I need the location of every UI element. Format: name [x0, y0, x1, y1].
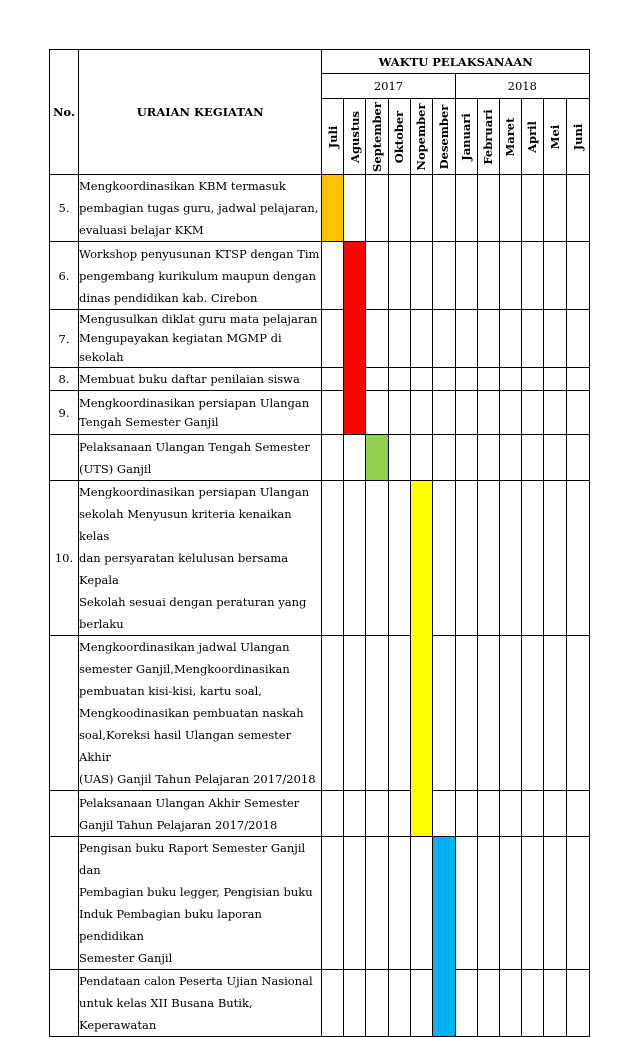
month-juli: Juli — [322, 99, 344, 175]
month-oktober: Oktober — [388, 99, 410, 175]
activity-description: Mengkoordinasikan KBM termasuk pembagian tugas guru, jadwal pelajaran, evaluasi belajar KKM — [79, 175, 322, 242]
schedule-table — [49, 49, 590, 1037]
table-row — [50, 368, 590, 391]
table-row — [50, 970, 590, 1037]
table-row — [50, 837, 590, 970]
header-year-2017: 2017 — [322, 74, 455, 99]
gantt-bar-agustus — [344, 242, 366, 435]
activity-description: Pengisan buku Raport Semester Ganjil dan Pembagian buku legger, Pengisian buku Induk Pembagian buku laporan pendidikan Semester Ganjil — [79, 837, 322, 970]
activity-description: Mengusulkan diklat guru mata pelajaran Mengupayakan kegiatan MGMP di sekolah — [79, 310, 322, 368]
activity-description: Pelaksanaan Ulangan Tengah Semester (UTS) Ganjil — [79, 435, 322, 481]
month-mei: Mei — [543, 99, 566, 175]
row-number — [50, 791, 79, 837]
gantt-bar-juli — [322, 175, 344, 242]
row-number — [50, 636, 79, 791]
activity-description: Pendataan calon Peserta Ujian Nasional untuk kelas XII Busana Butik, Keperawatan — [79, 970, 322, 1037]
table-row — [50, 175, 590, 242]
table-row — [50, 435, 590, 481]
month-januari: Januari — [455, 99, 477, 175]
month-april: April — [521, 99, 543, 175]
header-waktu: WAKTU PELAKSANAAN — [322, 50, 590, 74]
row-number — [50, 837, 79, 970]
activity-description: Pelaksanaan Ulangan Akhir Semester Ganjil Tahun Pelajaran 2017/2018 — [79, 791, 322, 837]
gantt-bar-september — [366, 435, 388, 481]
activity-description: Mengkoordinasikan persiapan Ulangan sekolah Menyusun kriteria kenaikan kelas dan persyaratan kelulusan bersama Kepala Sekolah sesuai dengan peraturan yang berlaku — [79, 481, 322, 636]
row-number: 7. — [50, 310, 79, 368]
gantt-bar-nopember — [410, 481, 432, 837]
activity-description: Mengkoordinasikan jadwal Ulangan semester Ganjil,Mengkoordinasikan pembuatan kisi-kisi, kartu soal, Mengkoodinasikan pembuatan naskah soal,Koreksi hasil Ulangan semester Akhir (UAS) Ganjil Tahun Pelajaran 2017/2018 — [79, 636, 322, 791]
header-no: No. — [50, 50, 79, 175]
table-row — [50, 481, 590, 636]
table-row — [50, 791, 590, 837]
activity-description: Mengkoordinasikan persiapan Ulangan Tengah Semester Ganjil — [79, 391, 322, 435]
month-desember: Desember — [432, 99, 455, 175]
row-number: 10. — [50, 481, 79, 636]
gantt-bar-desember — [432, 837, 455, 1037]
month-maret: Maret — [499, 99, 521, 175]
table-row — [50, 242, 590, 310]
table-row — [50, 391, 590, 435]
month-nopember: Nopember — [410, 99, 432, 175]
month-agustus: Agustus — [344, 99, 366, 175]
header-uraian: URAIAN KEGIATAN — [79, 50, 322, 175]
month-juni: Juni — [566, 99, 589, 175]
activity-description: Workshop penyusunan KTSP dengan Tim pengembang kurikulum maupun dengan dinas pendidikan kab. Cirebon — [79, 242, 322, 310]
header-year-2018: 2018 — [455, 74, 589, 99]
table-row — [50, 636, 590, 791]
row-number: 9. — [50, 391, 79, 435]
month-september: September — [366, 99, 388, 175]
row-number — [50, 970, 79, 1037]
row-number: 6. — [50, 242, 79, 310]
month-februari: Februari — [477, 99, 499, 175]
row-number — [50, 435, 79, 481]
activity-description: Membuat buku daftar penilaian siswa — [79, 368, 322, 391]
row-number: 5. — [50, 175, 79, 242]
table-row — [50, 310, 590, 368]
row-number: 8. — [50, 368, 79, 391]
